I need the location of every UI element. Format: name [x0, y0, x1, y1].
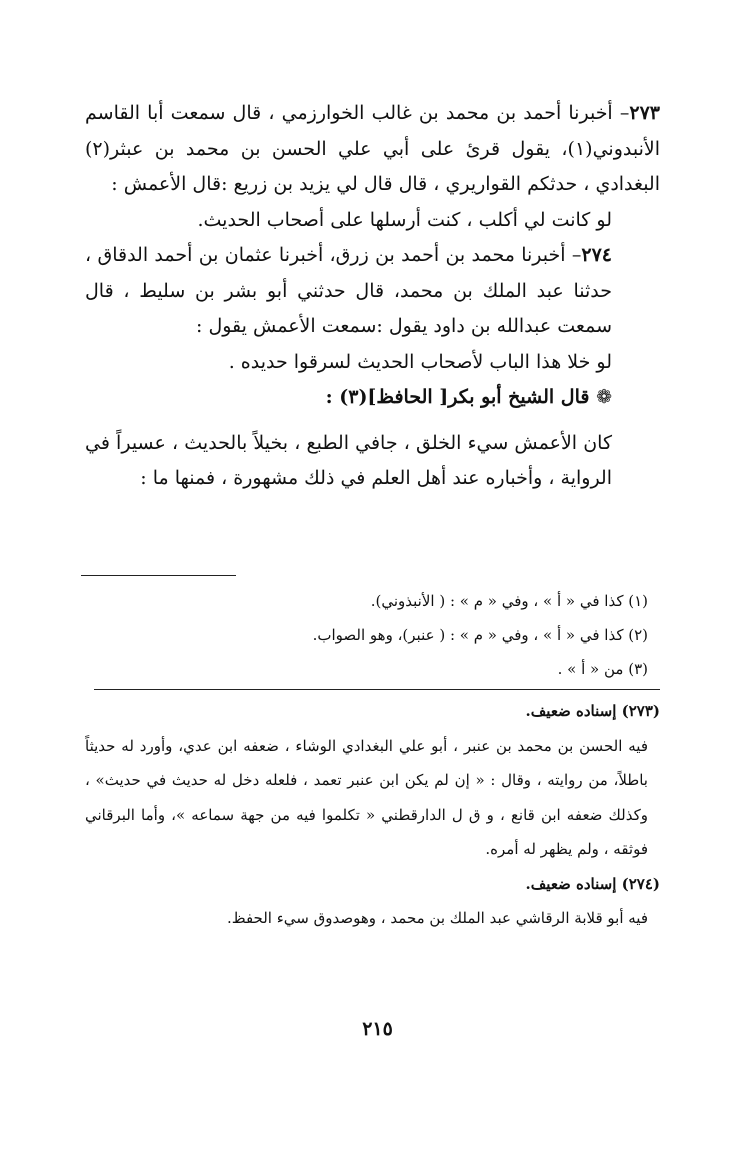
heading-text: قال الشيخ أبو بكر[ الحافظ](٣) : [325, 386, 590, 408]
footnote-divider [81, 575, 236, 576]
entry-text: – أخبرنا أحمد بن محمد بن غالب الخوارزمي ، قال سمعت أبا القاسم الأنبدوني(١)، يقول قرئ على أبي علي الحسن بن محمد بن عبثر(٢) البغدادي ، حدثكم القواريري ، قال قال لي يزيد بن زريع :قال الأعمش : [85, 102, 660, 195]
notes-divider [94, 689, 660, 690]
entry-274 [85, 238, 660, 345]
entry-text: – أخبرنا محمد بن أحمد بن زرق، أخبرنا عثمان بن أحمد الدقاق ، حدثنا عبد الملك بن محمد، قال حدثني أبو بشر بن سليط ، قال سمعت عبدالله بن داود يقول :سمعت الأعمش يقول : [85, 244, 612, 337]
note-body-273: فيه الحسن بن محمد بن عنبر ، أبو علي البغدادي الوشاء ، ضعفه ابن عدي، وأورد له حديثاً باطلاً، من روايته ، وقال : « إن لم يكن ابن عنبر تعمد ، فلعله دخل له حديث في حديث» ، وكذلك ضعفه ابن قانع ، و ق ل الدارقطني « تكلموا فيه من جهة سماعه »، وأما البرقاني فوثقه ، ولم يظهر له أمره. [85, 736, 648, 858]
footnote-item: (٣) من « أ » . [557, 660, 648, 678]
entry-number: ٢٧٣ [629, 102, 660, 124]
flower-ornament-icon: ❁ [596, 386, 612, 408]
quote-274: لو خلا هذا الباب لأصحاب الحديث لسرقوا حديده . [228, 350, 612, 373]
note-body-274: فيه أبو قلابة الرقاشي عبد الملك بن محمد ، وهوصدوق سيء الحفظ. [226, 909, 648, 927]
isnad-notes [85, 694, 660, 936]
main-text [85, 96, 660, 497]
section-heading [85, 380, 660, 416]
note-title-273: (٢٧٣) إسناده ضعيف. [525, 702, 660, 720]
entry-number: ٢٧٤ [581, 244, 612, 266]
note-title-274: (٢٧٤) إسناده ضعيف. [525, 874, 660, 893]
footnote-item: (١) كذا في « أ » ، وفي « م » : ( الأنبذوني). [370, 592, 648, 610]
footnotes [85, 584, 660, 686]
page-number: ٢١٥ [362, 1018, 393, 1040]
closing-paragraph: كان الأعمش سيء الخلق ، جافي الطبع ، بخيلاً بالحديث ، عسيراً في الرواية ، وأخباره عند أهل العلم في ذلك مشهورة ، فمنها ما : [85, 431, 612, 489]
entry-273 [85, 96, 660, 203]
quote-273: لو كانت لي أكلب ، كنت أرسلها على أصحاب الحديث. [197, 208, 612, 231]
footnote-item: (٢) كذا في « أ » ، وفي « م » : ( عنبر)، وهو الصواب. [312, 626, 648, 644]
